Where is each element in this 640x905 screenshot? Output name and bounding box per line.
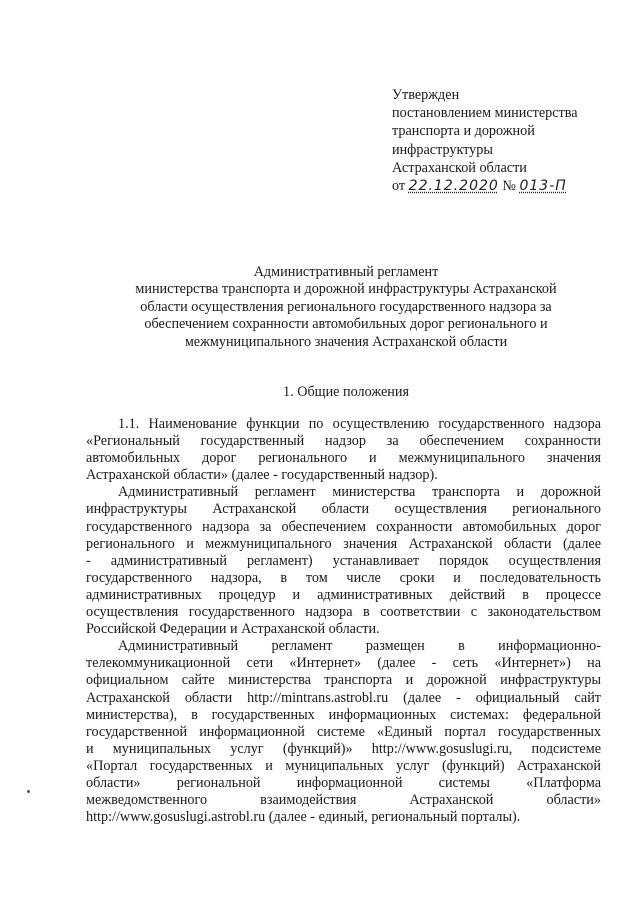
title-line: межмуниципального значения Астраханской области (184, 333, 508, 350)
paragraph-publication (86, 638, 601, 826)
paragraph-line: Астраханской области http://mintrans.astrobl.ru (далее - официальный сайт (86, 689, 601, 706)
paragraph-line: осуществления государственного надзора в соответствии с законодательством (86, 604, 601, 621)
paragraph-line: http://www.gosuslugi.astrobl.ru (далее - единый, региональный порталы). (86, 809, 521, 826)
paragraph-line: государственной информационной системе «Единый портал государственных (86, 723, 601, 740)
date-prefix: от (392, 178, 406, 195)
approval-line: Утвержден (392, 87, 460, 103)
paragraph-line: административных процедур и административных действий в процессе (86, 586, 601, 603)
title-line: области осуществления регионального государственного надзора за (140, 298, 552, 315)
paragraph-line: государственного надзора, в том числе сроки и последовательность (86, 569, 601, 586)
title-line: обеспечением сохранности автомобильных дорог регионального и (144, 316, 548, 333)
approval-date-line (392, 177, 612, 195)
approval-line: постановлением министерства (392, 105, 578, 122)
handwritten-date: 22.12.2020 (408, 178, 499, 195)
section-heading: 1. Общие положения (283, 384, 409, 400)
paragraph-line: межведомственного взаимодействия Астраханской области» (86, 792, 601, 809)
paragraph-line: Административный регламент размещен в информационно- (118, 638, 601, 655)
paragraph-line: инфраструктуры Астраханской области осуществления регионального (86, 501, 601, 518)
paragraph-line: «Портал государственных и муниципальных услуг (функций) Астраханской (86, 757, 601, 774)
document-body (86, 416, 601, 826)
number-prefix: № (502, 178, 516, 195)
title-line: министерства транспорта и дорожной инфраструктуры Астраханской (135, 281, 557, 298)
paragraph-line: 1.1. Наименование функции по осуществлению государственного надзора (118, 416, 601, 432)
paragraph-line: телекоммуникационной сети «Интернет» (далее - сеть «Интернет») на (86, 655, 601, 672)
paragraph-line: официальном сайте министерства транспорта и дорожной инфраструктуры (86, 672, 601, 689)
document-title (86, 264, 606, 351)
paragraph-line: регионального и межмуниципального значения Астраханской области (далее (86, 535, 601, 552)
approval-line: Астраханской области (392, 159, 527, 176)
paragraph-line: автомобильных дорог регионального и межмуниципального значения (86, 450, 601, 467)
paragraph-line: «Региональный государственный надзор за обеспечением сохранности (86, 433, 601, 450)
title-line: Административный регламент (253, 264, 439, 280)
paragraph-line: министерства), в государственных информационных системах: федеральной (86, 706, 601, 723)
paragraph-1-1 (86, 416, 601, 484)
handwritten-number: 013-П (519, 178, 567, 195)
approval-line: инфраструктуры (392, 141, 493, 158)
paragraph-line: - административный регламент) устанавливает порядок осуществления (86, 552, 601, 569)
paragraph-line: Российской Федерации и Астраханской области. (86, 621, 380, 638)
scan-speck (27, 790, 30, 793)
paragraph-line: государственного надзора за обеспечением сохранности автомобильных дорог (86, 518, 601, 535)
paragraph-line: Административный регламент министерства транспорта и дорожной (118, 484, 601, 501)
approval-line: транспорта и дорожной (392, 123, 535, 140)
paragraph-line: Астраханской области» (далее - государственный надзор). (86, 467, 438, 484)
paragraph-line: области» региональной информационной системы «Платформа (86, 774, 601, 791)
approval-stamp-block (392, 86, 612, 195)
paragraph-line: и муниципальных услуг (функций)» http://www.gosuslugi.ru, подсистеме (86, 740, 601, 757)
paragraph-regulation-scope (86, 484, 601, 638)
